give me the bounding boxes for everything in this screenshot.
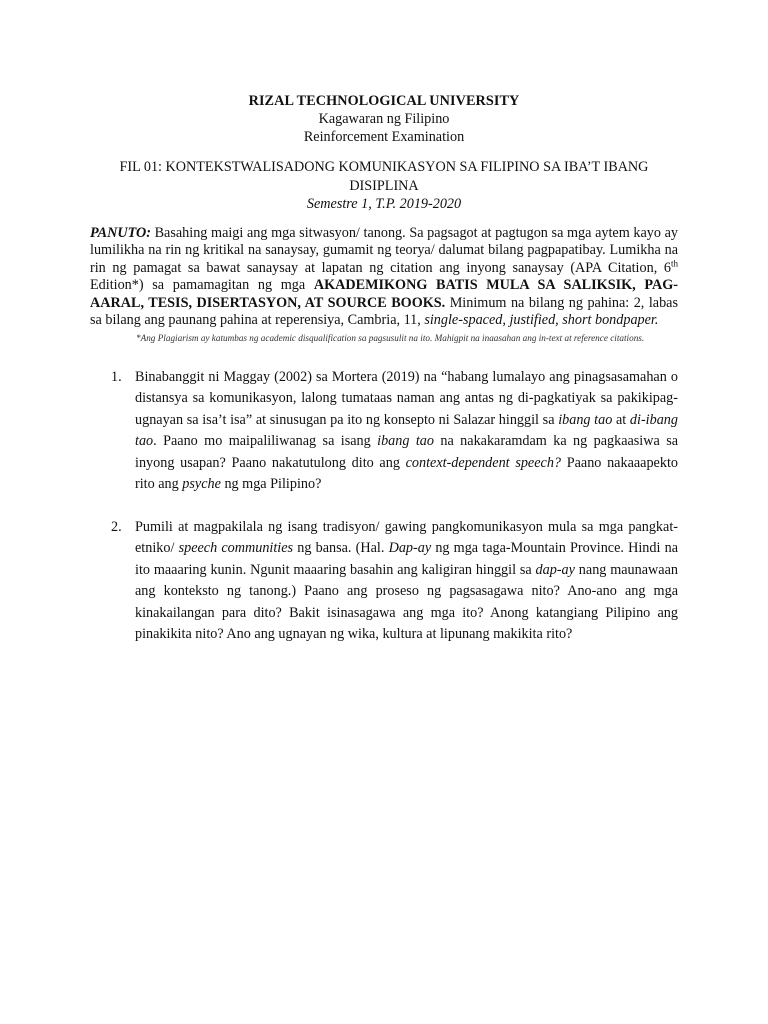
university-name: RIZAL TECHNOLOGICAL UNIVERSITY bbox=[248, 93, 520, 109]
question-text: at bbox=[612, 411, 630, 428]
document-page bbox=[90, 92, 678, 667]
question-text: Binabanggit ni Maggay (2002) sa Mortera (2019) na “habang lumalayo ang pinagsasamahan o distansya sa komunikasyon, lalong tumataas naman ang antas ng di-pagkatiyak sa pakikipag-ugnayan sa isa’t isa” at sinusugan pa ito ng konsepto ni Salazar hinggil sa bbox=[135, 368, 678, 428]
question-text: ng bansa. (Hal. bbox=[293, 540, 389, 556]
question-text: . Paano mo maipaliliwanag sa isang bbox=[153, 433, 378, 449]
question-text: nang maunawaan ang konteksto ng tanong.) Paano ang proseso ng pagsasagawa nito? Ano-ano ang mga kinakailangan para dito? Bakit isinasagawa ang mga ito? Anong katangiang Pilipino ang pinakikita nito? Ano ang ugnayan ng wika, kultura at lipunang makikita rito? bbox=[135, 561, 678, 642]
question-text: ng mga Pilipino? bbox=[220, 476, 322, 492]
question-italic-term: ibang tao bbox=[377, 433, 434, 449]
instructions-text-2: Edition*) sa pamamagitan ng mga bbox=[90, 277, 314, 293]
instructions-lead: PANUTO: bbox=[90, 224, 151, 241]
exam-name: Reinforcement Examination bbox=[303, 129, 465, 145]
semester-label: Semestre 1, T.P. 2019-2020 bbox=[306, 196, 462, 212]
course-block bbox=[90, 158, 678, 214]
plagiarism-note: *Ang Plagiarism ay katumbas ng academic disqualification sa pagsusulit na ito. Mahigpit na inaasahan ang in-text at reference citations. bbox=[136, 332, 645, 343]
document-header bbox=[90, 92, 678, 146]
question-item bbox=[90, 517, 678, 646]
instructions-paragraph bbox=[90, 225, 678, 330]
question-italic-term: Dap-ay bbox=[388, 540, 432, 556]
question-text: ng mga taga-Mountain Province. Hindi na ito maaaring kunin. Ngunit maaaring basahin ang kaligiran hinggil sa bbox=[135, 540, 679, 578]
course-title-line-1: FIL 01: KONTEKSTWALISADONG KOMUNIKASYON SA FILIPINO SA IBA’T IBANG bbox=[119, 159, 649, 175]
instructions-format-italic: single-spaced, justified, short bondpaper. bbox=[424, 312, 659, 328]
instructions-text-3: Minimum na bilang ng pahina: 2, labas sa bilang ang paunang pahina at reperensiya, Cambria, 11, bbox=[90, 294, 678, 328]
instructions-text-1: Basahing maigi ang mga sitwasyon/ tanong. Sa pagsagot at pagtugon sa mga aytem kayo ay lumilikha na rin ng kritikal na sanaysay, gumamit ng teorya/ dalumat bilang pagpapatibay. Lumikha na rin ng pamagat sa bawat sanaysay at lapatan ng citation ang inyong sanaysay (APA Citation, 6 bbox=[90, 224, 678, 276]
course-title-line-2: DISIPLINA bbox=[349, 177, 419, 194]
question-list bbox=[90, 367, 678, 646]
question-italic-term: ibang tao bbox=[558, 411, 613, 428]
question-italic-term: context-dependent speech? bbox=[405, 454, 562, 471]
question-text: na nakakaramdam ka ng pagkaasiwa sa inyong usapan? Paano nakatutulong dito ang bbox=[135, 433, 679, 471]
question-text: Pumili at magpakilala ng isang tradisyon/ gawing pangkomunikasyon mula sa mga pangkat-etniko/ bbox=[135, 518, 678, 556]
question-text: Paano nakaaapekto rito ang bbox=[135, 454, 678, 492]
question-item bbox=[90, 367, 678, 496]
question-italic-term: psyche bbox=[182, 476, 221, 492]
question-number: 1. bbox=[111, 368, 122, 385]
edition-superscript: th bbox=[670, 257, 678, 268]
question-number: 2. bbox=[111, 518, 122, 535]
question-italic-term: dap-ay bbox=[535, 561, 575, 578]
instructions-bold-sources: AKADEMIKONG BATIS MULA SA SALIKSIK, PAG-AARAL, TESIS, DISERTASYON, AT SOURCE BOOKS. bbox=[90, 277, 679, 311]
question-italic-term: di-ibang tao bbox=[135, 411, 678, 449]
question-italic-term: speech communities bbox=[178, 540, 294, 556]
department-name: Kagawaran ng Filipino bbox=[318, 111, 450, 127]
